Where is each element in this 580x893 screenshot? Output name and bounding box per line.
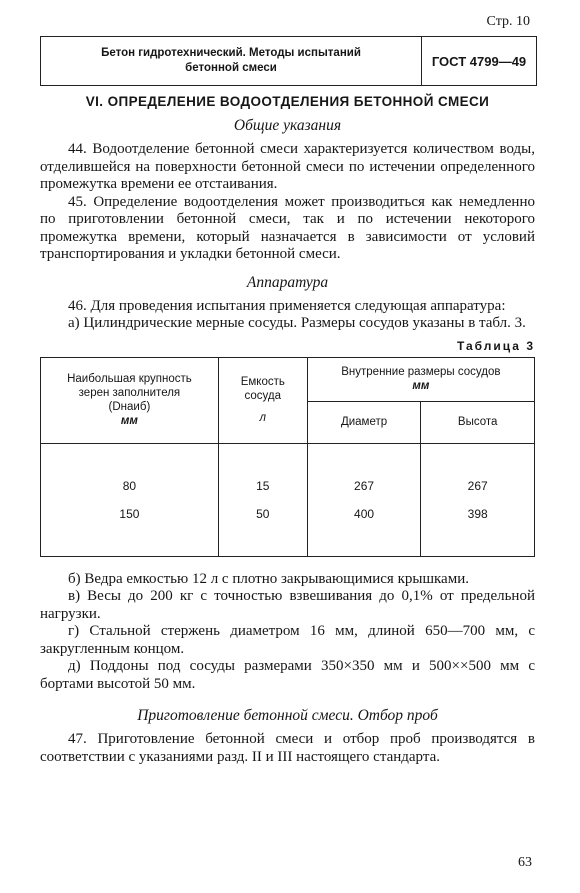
cell-size: 80: [41, 472, 219, 500]
item-v: в) Весы до 200 кг с точностью взвешивания до 0,1% от предельной нагрузки.: [40, 588, 535, 622]
col-header-aggregate-size: [41, 357, 219, 443]
sub-header-diameter: Диаметр: [307, 401, 421, 443]
cell-height: 267: [467, 478, 488, 493]
paragraph-46: 46. Для проведения испытания применяется следующая аппаратура:: [68, 297, 506, 314]
vessel-dimensions-table: [40, 357, 535, 557]
col-header-internal-dims: [307, 357, 534, 401]
cell-diameter: 267: [307, 472, 421, 500]
apparatus-heading: Аппаратура: [246, 273, 329, 291]
col1-unit: мм: [120, 415, 138, 427]
item-g: г) Стальной стержень диаметром 16 мм, длиной 650—700 мм, с закругленным концом.: [40, 623, 535, 657]
prep-heading: Приготовление бетонной смеси. Отбор проб: [137, 707, 438, 724]
cell-diameter: 400: [307, 500, 421, 528]
col3-line1: Внутренние размеры сосудов: [341, 366, 501, 378]
document-header: [40, 36, 537, 86]
item-b: б) Ведра емкостью 12 л с плотно закрывающимися крышками.: [68, 570, 469, 587]
table-label: Таблица 3: [456, 338, 535, 353]
general-heading: Общие указания: [233, 117, 342, 134]
sub-header-height: Высота: [421, 401, 535, 443]
header-title-line2: бетонной смеси: [185, 62, 277, 74]
section-title: VI. ОПРЕДЕЛЕНИЕ ВОДООТДЕЛЕНИЯ БЕТОННОЙ СМЕСИ: [85, 94, 490, 109]
standard-number: ГОСТ 4799—49: [431, 53, 527, 69]
paragraph-47: 47. Приготовление бетонной смеси и отбор проб производятся в соответствии с указаниями разд. II и III настоящего стандарта.: [40, 731, 535, 765]
col-header-capacity: [218, 357, 307, 443]
col1-line2: зерен заполнителя: [78, 387, 181, 399]
page-content: [40, 94, 535, 766]
col1-line1: Наибольшая крупность: [67, 373, 192, 385]
cell-size: 150: [41, 500, 219, 528]
table-row: [41, 500, 535, 528]
footer-page-number: 63: [518, 855, 532, 870]
paragraph-46a: а) Цилиндрические мерные сосуды. Размеры сосудов указаны в табл. 3.: [68, 315, 526, 331]
col2-unit: л: [259, 412, 267, 424]
page-label: Стр. 10: [486, 14, 530, 29]
cell-capacity: 50: [218, 500, 307, 528]
col3-unit: мм: [412, 380, 430, 392]
cell-height: 398: [467, 506, 488, 521]
header-title-line1: Бетон гидротехнический. Методы испытаний: [101, 47, 361, 59]
paragraph-45: 45. Определение водоотделения может производиться как немедленно по приготовлении бетонной смеси, так и по истечении некоторого промежутка времени, который назначается в зависимости от условий транспортирования и укладки бетонной смеси.: [40, 193, 535, 262]
col2-line1: Емкость: [240, 376, 285, 388]
item-d: д) Поддоны под сосуды размерами 350×350 мм и 500××500 мм с бортами высотой 50 мм.: [40, 658, 535, 692]
header-title: [41, 37, 422, 85]
col1-line3: (Dнаиб): [108, 401, 151, 413]
cell-capacity: 15: [218, 472, 307, 500]
col2-line2: сосуда: [244, 390, 282, 402]
table-row: [41, 472, 535, 500]
paragraph-44: 44. Водоотделение бетонной смеси характеризуется количеством воды, отделившейся на поверхности бетонной смеси по истечении определенного промежутка времени ее отстаивания.: [40, 141, 535, 192]
